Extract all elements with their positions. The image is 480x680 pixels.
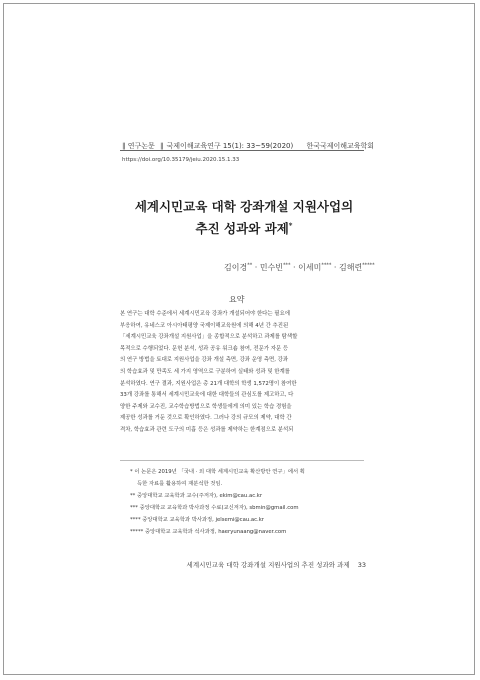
footnote: **** 중앙대학교 교육학과 박사과정, jelsemi@cau.ac.kr <box>130 517 264 523</box>
abstract-line: 부응하여, 유네스코 아시아태평양 국제이해교육원에 의해 4년 간 추진된 <box>120 322 289 329</box>
author-4-mark: ***** <box>362 262 375 269</box>
abstract-line: 의 학습효과 및 만족도 세 가지 영역으로 구분하여 실태와 성과 및 한계를 <box>120 368 290 375</box>
header-divider <box>120 150 364 151</box>
footnote-mark: **** <box>130 517 141 523</box>
page-footer <box>174 560 366 569</box>
publisher-name: 한국국제이해교육학회 <box>306 142 375 150</box>
footnote: * 이 논문은 2019년 「국내 · 외 대학 세계시민교육 확산방안 연구」에서 획 <box>130 469 305 475</box>
footnote-mark: ***** <box>130 529 144 535</box>
running-title: 세계시민교육 대학 강좌개설 지원사업의 추진 성과와 과제 <box>186 561 350 569</box>
title-footnote-mark: * <box>288 221 293 230</box>
author-3: 이세미 <box>298 263 322 272</box>
footnote-mark: * <box>130 469 133 475</box>
article-title <box>104 197 384 238</box>
abstract-line: 목적으로 수행되었다. 문헌 분석, 성과 공유 워크숍 참여, 전문가 자문 등 <box>120 345 289 352</box>
abstract-line: 격차, 학습효과 관련 도구의 미흡 등은 성과를 제약하는 한계점으로 분석되 <box>120 426 294 433</box>
author-2: 민수빈 <box>259 263 284 272</box>
author-list: 김이경** · 민수빈*** · 이세미**** · 김해련***** <box>224 262 375 272</box>
journal-page <box>3 3 475 675</box>
abstract-line: 「세계시민교육 강좌개설 지원사업」을 종합적으로 분석하고 과제를 탐색할 <box>120 334 298 341</box>
footnote-divider <box>120 460 364 461</box>
abstract-heading: 요약 <box>229 295 245 304</box>
footnote: ***** 중앙대학교 교육학과 석사과정, haeryunaang@naver.com <box>130 529 287 535</box>
author-4: 김해련 <box>338 263 363 272</box>
article-type-tag: ∥ 연구논문 ∥ <box>122 142 164 150</box>
title-line-2: 추진 성과와 과제 <box>195 221 289 237</box>
abstract-line: 제공한 성과를 거둔 것으로 확인하였다. 그러나 강의 규모의 제약, 대학 간 <box>120 415 292 422</box>
footnote: *** 중앙대학교 교육학과 박사과정 수료(교신저자), sbmin@gmail.com <box>130 505 299 511</box>
footnote-mark: ** <box>130 493 136 499</box>
abstract-line: 분석하였다. 연구 결과, 지원사업은 총 21개 대학의 학생 1,572명이 참여한 <box>120 380 297 387</box>
author-1: 김이경 <box>224 263 248 272</box>
abstract-line: 의 연구 방법을 토대로 지원사업을 강좌 개설 측면, 강좌 운영 측면, 강좌 <box>120 357 289 364</box>
footnotes <box>130 466 364 538</box>
abstract-body <box>120 309 364 437</box>
footnote-mark: *** <box>130 505 138 511</box>
author-1-mark: ** <box>247 262 253 269</box>
page-number: 33 <box>357 561 366 569</box>
author-2-mark: *** <box>283 262 291 269</box>
footnote: 득한 자료를 활용하여 재분석한 것임. <box>137 481 223 487</box>
journal-citation: 국제이해교육연구 15(1): 33~59(2020) <box>166 142 294 150</box>
abstract-line: 본 연구는 대학 수준에서 세계시민교육 강좌가 개설되어야 한다는 필요에 <box>120 311 290 317</box>
footnote: ** 중앙대학교 교육학과 교수(주저자), ekim@cau.ac.kr <box>130 493 263 499</box>
title-line-1: 세계시민교육 대학 강좌개설 지원사업의 <box>134 199 354 214</box>
author-3-mark: **** <box>321 262 332 269</box>
doi-link[interactable]: https://doi.org/10.35179/jeiu.2020.15.1.33 <box>122 157 240 163</box>
abstract-line: 양한 주제와 교수진, 교수학습방법으로 학생들에게 의미 있는 학습 경험을 <box>120 403 292 410</box>
abstract-line: 33개 강좌를 통해서 세계시민교육에 대한 대학들의 관심도를 제고하고, 다 <box>120 392 294 399</box>
